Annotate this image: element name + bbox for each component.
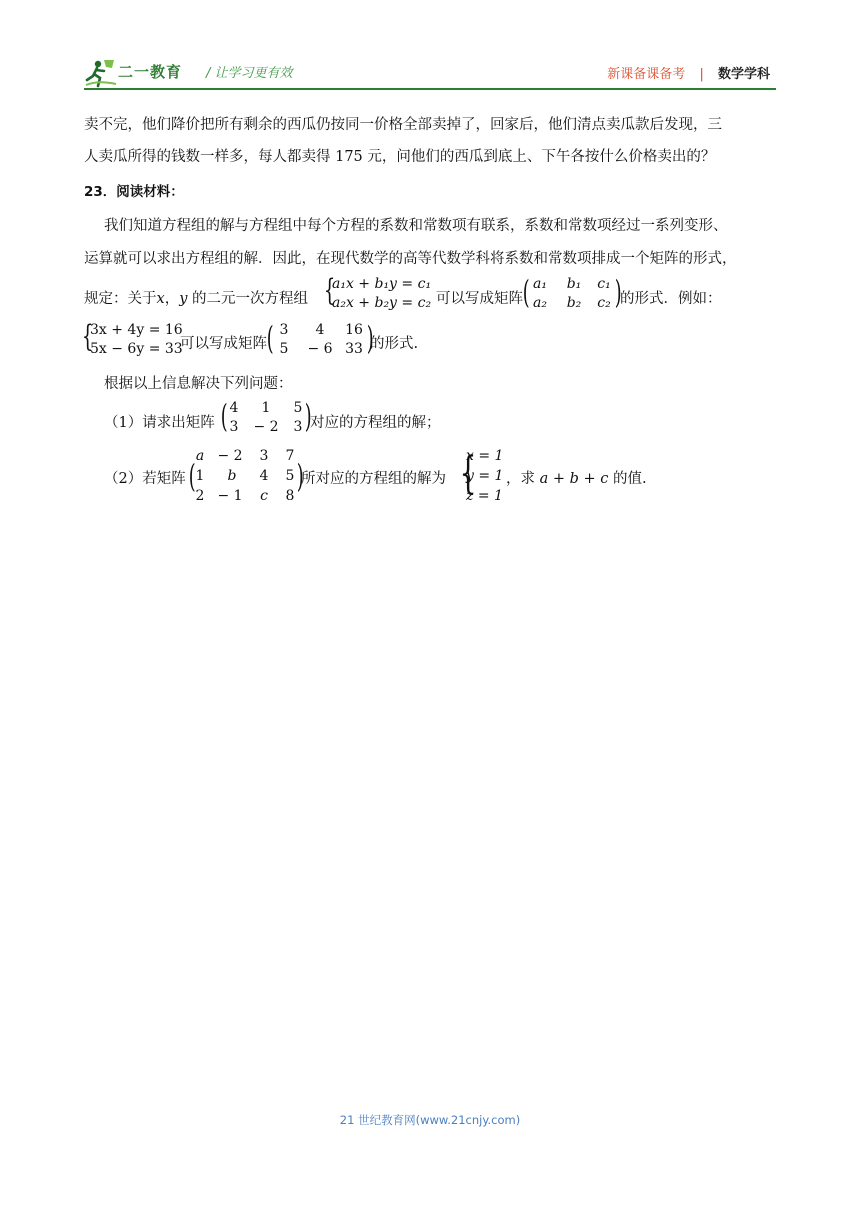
logo-text: 二一教育 bbox=[118, 63, 183, 81]
rule-suffix: 的形式．例如： bbox=[620, 291, 722, 307]
matrix-cell: 3 bbox=[293, 419, 303, 435]
para-line-2: 运算就可以求出方程组的解．因此，在现代数学的高等代数学科将系数和常数项排成一个矩阵的形式， bbox=[84, 251, 737, 267]
right-paren-icon: ) bbox=[614, 273, 622, 311]
q2-end: 的值. bbox=[608, 471, 647, 487]
header-separator: | bbox=[699, 67, 704, 82]
page-footer[interactable]: 21 世纪教育网(www.21cnjy.com) bbox=[339, 1113, 521, 1127]
matrix-cell: b bbox=[227, 468, 237, 484]
header-subject-label: 数学学科 bbox=[717, 67, 770, 82]
right-paren-icon: ) bbox=[366, 319, 374, 357]
matrix-cell: a₁ bbox=[533, 276, 547, 292]
runner-logo-icon bbox=[84, 58, 118, 88]
text-line-1: 卖不完，他们降价把所有剩余的西瓜仍按同一价格全部卖掉了，回家后，他们清点卖瓜款后发现，三 bbox=[84, 117, 722, 133]
q2-mid: 所对应的方程组的解为 bbox=[301, 471, 446, 487]
matrix-cell: 3 bbox=[229, 419, 239, 435]
matrix-cell: a₂ bbox=[533, 295, 547, 311]
q2-prefix: （2）若矩阵 bbox=[104, 471, 186, 487]
matrix-cell: − 1 bbox=[217, 488, 243, 504]
matrix-cell: b₁ bbox=[566, 276, 582, 292]
matrix-cell: 4 bbox=[259, 468, 269, 484]
matrix-cell: 33 bbox=[345, 341, 363, 357]
matrix-cell: 2 bbox=[195, 488, 205, 504]
q2-expression: a + b + c bbox=[539, 471, 609, 487]
solve-intro: 根据以上信息解决下列问题： bbox=[104, 376, 293, 392]
general-eq-1: a₁x + b₁y = c₁ bbox=[332, 276, 432, 292]
left-paren-icon: ( bbox=[266, 319, 274, 357]
matrix-cell: 4 bbox=[315, 322, 325, 338]
example-write: 可以写成矩阵 bbox=[180, 336, 267, 352]
left-paren-icon: ( bbox=[188, 457, 196, 495]
general-matrix bbox=[524, 274, 624, 314]
question-23-title: 23．阅读材料： bbox=[84, 184, 184, 200]
q1-matrix bbox=[222, 398, 322, 438]
q1-suffix: 对应的方程组的解； bbox=[310, 415, 441, 431]
header-divider bbox=[84, 88, 776, 90]
q2-ask: ，求 bbox=[506, 471, 540, 487]
solution-z: z = 1 bbox=[466, 488, 503, 504]
rule-comma: ， bbox=[164, 291, 180, 307]
solution-y: y = 1 bbox=[466, 468, 504, 484]
brace-icon: { bbox=[81, 319, 94, 354]
matrix-cell: 4 bbox=[229, 400, 239, 416]
var-x: x bbox=[156, 291, 165, 307]
general-eq-2: a₂x + b₂y = c₂ bbox=[332, 295, 432, 311]
matrix-cell: c bbox=[260, 488, 268, 504]
header-right bbox=[607, 63, 770, 82]
rule-write: 可以写成矩阵 bbox=[436, 291, 523, 307]
right-paren-icon: ) bbox=[296, 457, 304, 495]
matrix-cell: c₂ bbox=[597, 295, 611, 311]
example-matrix bbox=[268, 320, 378, 360]
header-slogan: / 让学习更有效 bbox=[206, 66, 293, 81]
matrix-cell: 5 bbox=[293, 400, 303, 416]
left-paren-icon: ( bbox=[220, 397, 228, 435]
logo bbox=[84, 56, 204, 90]
q1-prefix: （1）请求出矩阵 bbox=[104, 415, 215, 431]
matrix-cell: − 6 bbox=[307, 341, 333, 357]
matrix-cell: 8 bbox=[285, 488, 295, 504]
matrix-cell: b₂ bbox=[566, 295, 582, 311]
example-eq-2: 5x − 6y = 33 bbox=[90, 341, 183, 357]
matrix-cell: 1 bbox=[261, 400, 271, 416]
page-header bbox=[84, 56, 776, 90]
matrix-cell: 16 bbox=[345, 322, 363, 338]
text-line-2: 人卖瓜所得的钱数一样多，每人都卖得 175 元，问他们的西瓜到底上、下午各按什么价格卖出的？ bbox=[84, 149, 716, 165]
brace-icon: { bbox=[459, 448, 477, 499]
brace-icon: { bbox=[323, 273, 336, 308]
matrix-cell: c₁ bbox=[597, 276, 611, 292]
matrix-cell: a bbox=[195, 448, 205, 464]
right-paren-icon: ) bbox=[304, 397, 312, 435]
rule-mid: 的二元一次方程组 bbox=[187, 291, 308, 307]
solution-x: x = 1 bbox=[466, 448, 504, 464]
q2-matrix bbox=[190, 448, 310, 506]
example-eq-1: 3x + 4y = 16 bbox=[90, 322, 183, 338]
left-paren-icon: ( bbox=[522, 273, 530, 311]
matrix-cell: − 2 bbox=[253, 419, 279, 435]
example-suffix: 的形式. bbox=[370, 336, 419, 352]
para-line-1: 我们知道方程组的解与方程组中每个方程的系数和常数项有联系，系数和常数项经过一系列变形、 bbox=[104, 218, 728, 234]
matrix-cell: 7 bbox=[285, 448, 295, 464]
matrix-cell: 3 bbox=[279, 322, 289, 338]
matrix-cell: 5 bbox=[279, 341, 289, 357]
rule-prefix: 规定：关于 bbox=[84, 291, 157, 307]
matrix-cell: 5 bbox=[285, 468, 295, 484]
matrix-cell: − 2 bbox=[217, 448, 243, 464]
q2-ask-line bbox=[506, 467, 647, 488]
header-course-label: 新课备课备考 bbox=[607, 67, 686, 82]
matrix-cell: 3 bbox=[259, 448, 269, 464]
matrix-cell: 1 bbox=[195, 468, 205, 484]
var-y: y bbox=[179, 291, 188, 307]
